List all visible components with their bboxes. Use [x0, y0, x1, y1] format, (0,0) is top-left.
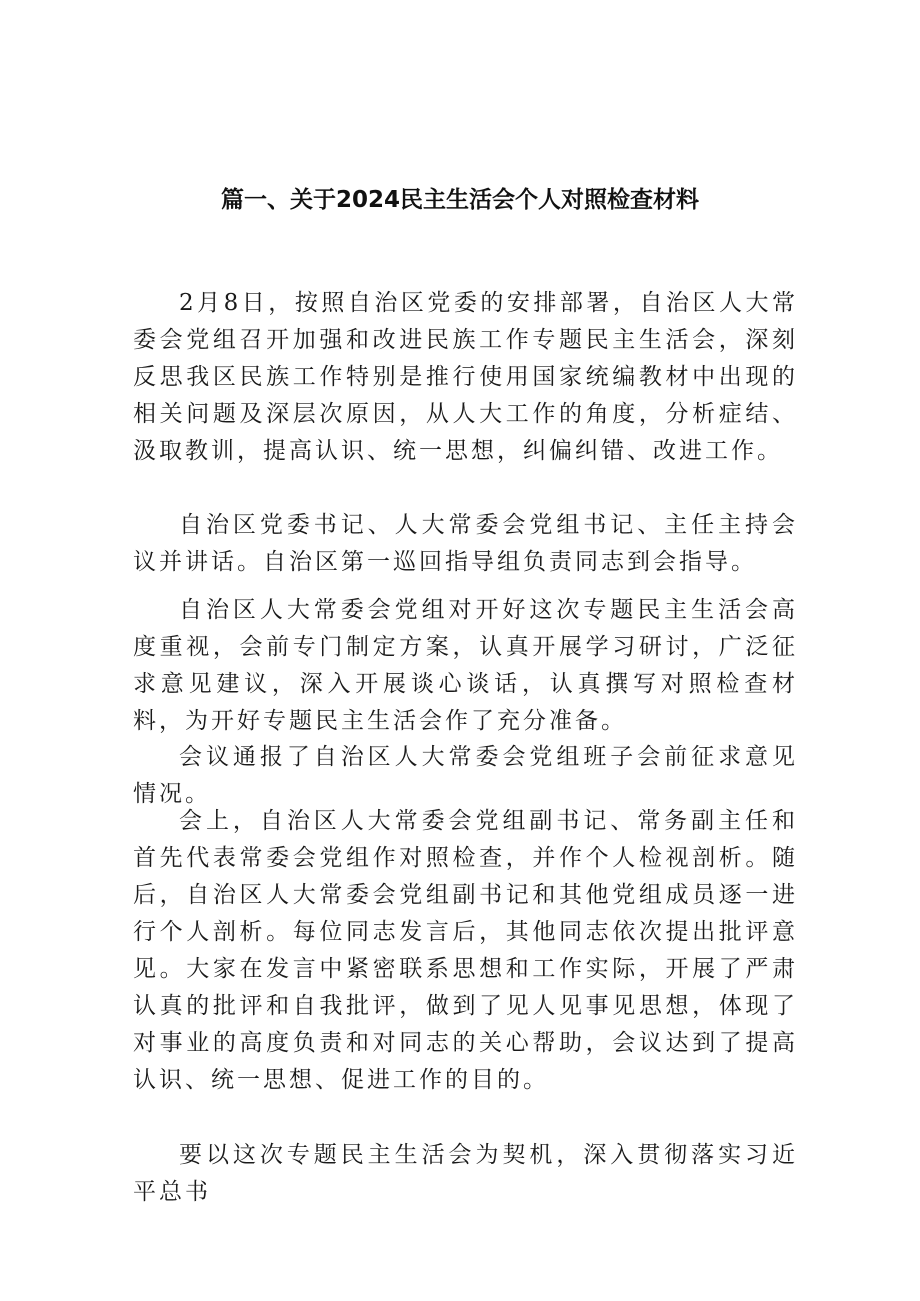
paragraph-6: 要以这次专题民主生活会为契机，深入贯彻落实习近平总书 [133, 1142, 798, 1205]
paragraph-1: 2月8日，按照自治区党委的安排部署，自治区人大常委会党组召开加强和改进民族工作专题民主生活会，深刻反思我区民族工作特别是推行使用国家统编教材中出现的相关问题及深层次原因，从人大工作的角度，分析症结、汲取教训，提高认识、统一思想，纠偏纠错、改进工作。 [133, 290, 798, 464]
paragraph-4: 会议通报了自治区人大常委会党组班子会前征求意见情况。 [133, 744, 798, 807]
document-title: 篇一、关于2024民主生活会个人对照检查材料 [220, 187, 699, 213]
paragraph-5: 会上，自治区人大常委会党组副书记、常务副主任和首先代表常委会党组作对照检查，并作个人检视剖析。随后，自治区人大常委会党组副书记和其他党组成员逐一进行个人剖析。每位同志发言后，其他同志依次提出批评意见。大家在发言中紧密联系思想和工作实际，开展了严肃认真的批评和自我批评，做到了见人见事见思想，体现了对事业的高度负责和对同志的关心帮助，会议达到了提高认识、统一思想、促进工作的目的。 [133, 808, 798, 1093]
paragraph-3: 自治区人大常委会党组对开好这次专题民主生活会高度重视，会前专门制定方案，认真开展学习研讨，广泛征求意见建议，深入开展谈心谈话，认真撰写对照检查材料，为开好专题民主生活会作了充分准备。 [133, 597, 798, 734]
paragraph-2: 自治区党委书记、人大常委会党组书记、主任主持会议并讲话。自治区第一巡回指导组负责同志到会指导。 [133, 512, 798, 575]
